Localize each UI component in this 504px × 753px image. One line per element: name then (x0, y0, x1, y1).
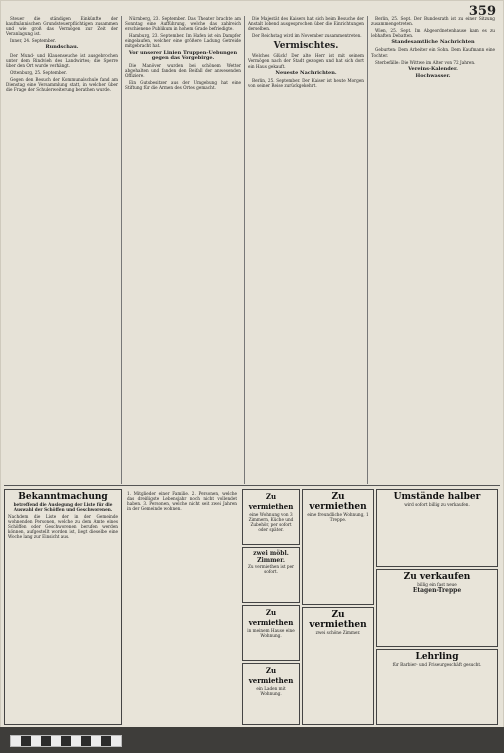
column-1-paragraph: Der Mund- und Klauenseuche ist ausgebrochen unter dem Rindvieh des Landwirtes; die Sperre über den Ort wurde verhängt. (6, 52, 118, 68)
column-4-paragraph: Berlin, 25. Sept. Der Bundesrath ist zu einer Sitzung zusammengetreten. (371, 16, 495, 27)
ad-subtitle: betreffend die Auslegung der Liste für die Auswahl der Schöffen und Geschworenen. (13, 502, 113, 512)
ad-title: Zu vermiethen (309, 492, 367, 512)
column-4 (371, 16, 495, 484)
ad-body: für Barbier- und Friseurgeschäft gesucht. (392, 662, 482, 667)
ad-lehrling (376, 649, 498, 725)
ad-title: Zu verkaufen (403, 572, 471, 582)
ad-body: zwei schöne Zimmer. (315, 630, 361, 635)
column-4-heading: Standesamtliche Nachrichten (391, 39, 475, 46)
ad-title: Zu vermiethen (248, 666, 294, 685)
column-4-heading: Hochwasser. (415, 72, 451, 79)
ad-vermiethen-1 (242, 489, 300, 545)
ad-body: billig ein fast neue (417, 582, 457, 587)
ad-title: Zu vermiethen (309, 610, 367, 630)
ad-title: Zu vermiethen (248, 608, 294, 627)
column-rule (121, 16, 122, 484)
ad-body: eine freundliche Wohnung, 1 Treppe. (307, 512, 369, 522)
column-4-paragraph: Geburten: Dem Arbeiter ein Sohn. Dem Kaufmann eine Tochter. (371, 47, 495, 58)
ad-vermiethen-3 (242, 663, 300, 725)
column-2-heading: Vor unserer Linien Truppen-Uebungen gegen das Vorgebirge. (128, 49, 238, 61)
ad-body: ein Laden mit Wohnung. (256, 686, 286, 696)
ad-middle-text (124, 489, 240, 725)
column-3 (248, 16, 364, 484)
ad-bekanntmachung (4, 489, 122, 725)
column-3-paragraph: Der Reichstag wird im November zusammentreten. (252, 33, 362, 39)
column-1-paragraph: Gegen den Besuch der Kommunalschule fand am Dienstag eine Versammlung statt, in welcher über die Frage der Schulerweiterung berathen wurde. (6, 76, 118, 93)
column-rule (244, 16, 245, 484)
column-1-heading: Rundschau. (45, 44, 79, 51)
column-2-paragraph: Die Manöver wurden bei schönem Wetter abgehalten und fanden den Beifall der anwesenden Offiziere. (125, 62, 241, 78)
column-rule (367, 16, 368, 484)
ad-title: zwei möbl. Zimmer. (253, 550, 289, 564)
color-scale-bar (10, 735, 122, 747)
ad-zwei-zimmer (242, 547, 300, 603)
column-1-paragraph: Steuer die ständigen Einkünfte der kaufmännischen Grundsteuerpflichtigen zusammen und wie groß das Vermögen zur Zeit der Veranlagung ist. (6, 16, 118, 37)
ad-title: Zu vermiethen (248, 492, 294, 511)
ad-body: Nachdem die Liste der in der Gemeinde wohnenden Personen, welche zu dem Amte eines Schöffen oder Geschworenen berufen werden können, aufgestellt worden ist, liegt dieselbe eine Woche lang zur Einsicht aus. (8, 514, 118, 539)
column-4-paragraph: Wien, 25. Sept. Im Abgeordnetenhause kam es zu lebhaften Debatten. (371, 28, 495, 39)
ad-vermiethen-2 (242, 605, 300, 661)
column-1-paragraph: Ottenburg, 25. September. (10, 69, 67, 75)
column-4-paragraph: Sterbefälle: Die Wittwe im Alter von 72 Jahren. (375, 59, 476, 65)
column-3-heading: Vermischtes. (273, 41, 339, 52)
ad-body: 1. Mitglieder einer Familie. 2. Personen, welche das dreißigste Lebensjahr noch nicht vollendet haben. 3. Personen, welche nicht seit zwei Jahren in der Gemeinde wohnen. (127, 491, 237, 511)
ad-vermiethen-5 (302, 607, 374, 725)
ads-divider (4, 485, 500, 486)
ad-body: wird sofort billig zu verkaufen. (404, 502, 470, 507)
column-3-paragraph: Welches Glück! Der alte Herr ist mit seinem Vermögen nach der Stadt gezogen und hat sich dort ein Haus gekauft. (248, 53, 364, 69)
column-1-paragraph: Inner, 24. September. (10, 38, 56, 44)
ad-title: Lehrling (415, 652, 459, 662)
column-4-heading: Vereins-Kalender. (408, 65, 458, 72)
column-2-paragraph: Nürnberg, 23. September. Das Theater brachte am Sonntag eine Aufführung, welche das zahlreich erschienene Publikum in hohem Grade befriedigte. (125, 16, 241, 32)
ad-vermiethen-4 (302, 489, 374, 605)
ad-body: eine Wohnung von 3 Zimmern, Küche und Zubehör, per sofort oder später. (248, 512, 294, 532)
column-1 (6, 16, 118, 484)
ad-subtitle: Etagen-Treppe (412, 587, 462, 594)
column-3-paragraph: Die Majestät des Kaisers hat sich beim Besuche der Anstalt lobend ausgesprochen über die Einrichtungen derselben. (248, 16, 364, 32)
column-2-paragraph: Ein Gutsbesitzer aus der Umgebung hat eine Stiftung für die Armen des Ortes gemacht. (125, 80, 241, 91)
ad-title: Umstände halber (393, 492, 481, 502)
scan-footer-strip (0, 727, 504, 753)
ad-verkaufen (376, 569, 498, 647)
ad-title: Bekanntmachung (18, 492, 108, 502)
column-2-paragraph: Hamburg, 23. September. Im Hafen ist ein Dampfer eingelaufen, welcher eine größere Ladung Getreide mitgebracht hat. (125, 33, 241, 49)
page-number: 359 (468, 4, 496, 19)
ad-body: in meinem Hause eine Wohnung. (247, 628, 295, 638)
column-3-subheading: Neueste Nachrichten. (275, 69, 337, 76)
column-3-paragraph: Berlin, 25. September. Der Kaiser ist heute Morgen von seiner Reise zurückgekehrt. (248, 77, 364, 88)
ad-body: Zu vermiethen ist per sofort. (247, 564, 295, 574)
ad-umstaende (376, 489, 498, 567)
column-2 (125, 16, 241, 484)
